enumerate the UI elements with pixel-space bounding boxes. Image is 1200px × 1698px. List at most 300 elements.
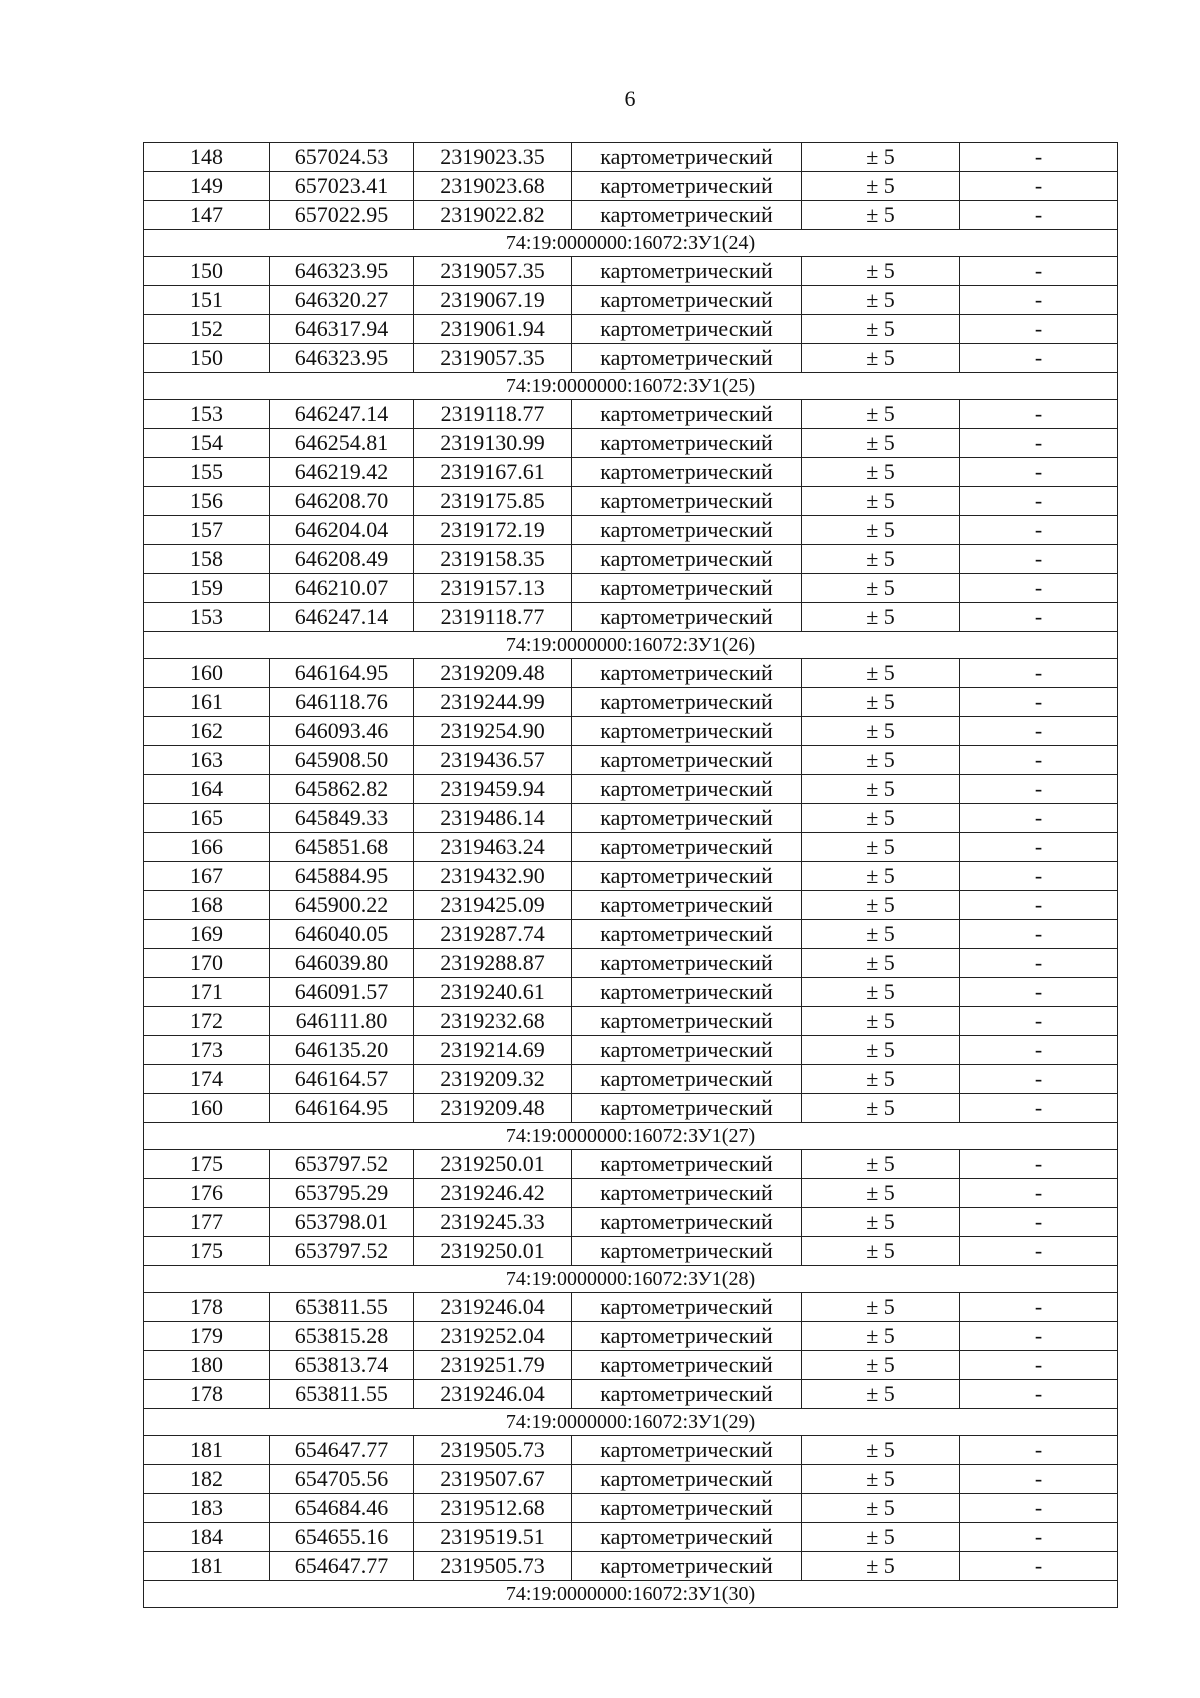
x-coordinate-cell: 646091.57	[270, 978, 414, 1007]
point-number-cell: 148	[144, 143, 270, 172]
section-title: 74:19:0000000:16072:ЗУ1(24)	[144, 230, 1118, 257]
y-coordinate-cell: 2319118.77	[414, 400, 572, 429]
accuracy-cell: ± 5	[802, 1523, 960, 1552]
description-cell: -	[960, 1150, 1118, 1179]
method-cell: картометрический	[572, 717, 802, 746]
description-cell: -	[960, 545, 1118, 574]
method-cell: картометрический	[572, 257, 802, 286]
accuracy-cell: ± 5	[802, 1494, 960, 1523]
x-coordinate-cell: 646323.95	[270, 257, 414, 286]
table-row	[144, 487, 1118, 516]
accuracy-cell: ± 5	[802, 201, 960, 230]
accuracy-cell: ± 5	[802, 862, 960, 891]
method-cell: картометрический	[572, 1293, 802, 1322]
x-coordinate-cell: 653813.74	[270, 1351, 414, 1380]
method-cell: картометрический	[572, 1465, 802, 1494]
description-cell: -	[960, 143, 1118, 172]
description-cell: -	[960, 172, 1118, 201]
table-row	[144, 949, 1118, 978]
x-coordinate-cell: 646208.49	[270, 545, 414, 574]
y-coordinate-cell: 2319519.51	[414, 1523, 572, 1552]
y-coordinate-cell: 2319240.61	[414, 978, 572, 1007]
method-cell: картометрический	[572, 429, 802, 458]
y-coordinate-cell: 2319505.73	[414, 1436, 572, 1465]
method-cell: картометрический	[572, 688, 802, 717]
x-coordinate-cell: 654647.77	[270, 1436, 414, 1465]
point-number-cell: 165	[144, 804, 270, 833]
x-coordinate-cell: 646093.46	[270, 717, 414, 746]
accuracy-cell: ± 5	[802, 1552, 960, 1581]
table-row	[144, 1237, 1118, 1266]
section-title: 74:19:0000000:16072:ЗУ1(29)	[144, 1409, 1118, 1436]
method-cell: картометрический	[572, 400, 802, 429]
point-number-cell: 159	[144, 574, 270, 603]
description-cell: -	[960, 688, 1118, 717]
point-number-cell: 157	[144, 516, 270, 545]
y-coordinate-cell: 2319250.01	[414, 1150, 572, 1179]
description-cell: -	[960, 1179, 1118, 1208]
y-coordinate-cell: 2319214.69	[414, 1036, 572, 1065]
method-cell: картометрический	[572, 286, 802, 315]
section-header-row	[144, 230, 1118, 257]
y-coordinate-cell: 2319512.68	[414, 1494, 572, 1523]
description-cell: -	[960, 891, 1118, 920]
point-number-cell: 150	[144, 344, 270, 373]
accuracy-cell: ± 5	[802, 1436, 960, 1465]
method-cell: картометрический	[572, 891, 802, 920]
point-number-cell: 160	[144, 1094, 270, 1123]
accuracy-cell: ± 5	[802, 1065, 960, 1094]
method-cell: картометрический	[572, 1237, 802, 1266]
y-coordinate-cell: 2319167.61	[414, 458, 572, 487]
accuracy-cell: ± 5	[802, 603, 960, 632]
y-coordinate-cell: 2319158.35	[414, 545, 572, 574]
table-row	[144, 400, 1118, 429]
x-coordinate-cell: 646204.04	[270, 516, 414, 545]
section-header-row	[144, 1123, 1118, 1150]
accuracy-cell: ± 5	[802, 574, 960, 603]
description-cell: -	[960, 1036, 1118, 1065]
table-row	[144, 1065, 1118, 1094]
table-row	[144, 920, 1118, 949]
section-header-row	[144, 1581, 1118, 1608]
description-cell: -	[960, 1380, 1118, 1409]
method-cell: картометрический	[572, 1179, 802, 1208]
table-row	[144, 688, 1118, 717]
table-row	[144, 574, 1118, 603]
section-title: 74:19:0000000:16072:ЗУ1(26)	[144, 632, 1118, 659]
method-cell: картометрический	[572, 1322, 802, 1351]
method-cell: картометрический	[572, 978, 802, 1007]
table-row	[144, 978, 1118, 1007]
point-number-cell: 160	[144, 659, 270, 688]
method-cell: картометрический	[572, 545, 802, 574]
description-cell: -	[960, 1351, 1118, 1380]
accuracy-cell: ± 5	[802, 516, 960, 545]
method-cell: картометрический	[572, 574, 802, 603]
accuracy-cell: ± 5	[802, 1150, 960, 1179]
point-number-cell: 152	[144, 315, 270, 344]
y-coordinate-cell: 2319118.77	[414, 603, 572, 632]
x-coordinate-cell: 654655.16	[270, 1523, 414, 1552]
y-coordinate-cell: 2319287.74	[414, 920, 572, 949]
point-number-cell: 153	[144, 400, 270, 429]
method-cell: картометрический	[572, 344, 802, 373]
table-row	[144, 1007, 1118, 1036]
method-cell: картометрический	[572, 603, 802, 632]
y-coordinate-cell: 2319254.90	[414, 717, 572, 746]
x-coordinate-cell: 646208.70	[270, 487, 414, 516]
accuracy-cell: ± 5	[802, 1237, 960, 1266]
point-number-cell: 151	[144, 286, 270, 315]
x-coordinate-cell: 653815.28	[270, 1322, 414, 1351]
description-cell: -	[960, 804, 1118, 833]
x-coordinate-cell: 653797.52	[270, 1237, 414, 1266]
table-row	[144, 891, 1118, 920]
x-coordinate-cell: 657022.95	[270, 201, 414, 230]
x-coordinate-cell: 646247.14	[270, 603, 414, 632]
accuracy-cell: ± 5	[802, 257, 960, 286]
x-coordinate-cell: 646219.42	[270, 458, 414, 487]
accuracy-cell: ± 5	[802, 1322, 960, 1351]
y-coordinate-cell: 2319022.82	[414, 201, 572, 230]
accuracy-cell: ± 5	[802, 804, 960, 833]
description-cell: -	[960, 458, 1118, 487]
method-cell: картометрический	[572, 949, 802, 978]
method-cell: картометрический	[572, 1436, 802, 1465]
point-number-cell: 176	[144, 1179, 270, 1208]
x-coordinate-cell: 654705.56	[270, 1465, 414, 1494]
table-row	[144, 1179, 1118, 1208]
point-number-cell: 163	[144, 746, 270, 775]
section-header-row	[144, 1409, 1118, 1436]
point-number-cell: 150	[144, 257, 270, 286]
accuracy-cell: ± 5	[802, 949, 960, 978]
table-row	[144, 1094, 1118, 1123]
accuracy-cell: ± 5	[802, 1465, 960, 1494]
accuracy-cell: ± 5	[802, 1351, 960, 1380]
point-number-cell: 179	[144, 1322, 270, 1351]
x-coordinate-cell: 653795.29	[270, 1179, 414, 1208]
table-row	[144, 1150, 1118, 1179]
method-cell: картометрический	[572, 804, 802, 833]
point-number-cell: 169	[144, 920, 270, 949]
point-number-cell: 147	[144, 201, 270, 230]
table-row	[144, 516, 1118, 545]
description-cell: -	[960, 1293, 1118, 1322]
accuracy-cell: ± 5	[802, 1208, 960, 1237]
point-number-cell: 161	[144, 688, 270, 717]
description-cell: -	[960, 746, 1118, 775]
y-coordinate-cell: 2319432.90	[414, 862, 572, 891]
x-coordinate-cell: 646111.80	[270, 1007, 414, 1036]
x-coordinate-cell: 645900.22	[270, 891, 414, 920]
table-row	[144, 717, 1118, 746]
page-number: 6	[624, 86, 636, 111]
point-number-cell: 158	[144, 545, 270, 574]
x-coordinate-cell: 646210.07	[270, 574, 414, 603]
method-cell: картометрический	[572, 201, 802, 230]
description-cell: -	[960, 286, 1118, 315]
method-cell: картометрический	[572, 516, 802, 545]
method-cell: картометрический	[572, 1094, 802, 1123]
y-coordinate-cell: 2319246.42	[414, 1179, 572, 1208]
table-row	[144, 172, 1118, 201]
point-number-cell: 166	[144, 833, 270, 862]
accuracy-cell: ± 5	[802, 688, 960, 717]
point-number-cell: 155	[144, 458, 270, 487]
description-cell: -	[960, 1465, 1118, 1494]
point-number-cell: 172	[144, 1007, 270, 1036]
table-row	[144, 1552, 1118, 1581]
description-cell: -	[960, 1523, 1118, 1552]
section-header-row	[144, 632, 1118, 659]
description-cell: -	[960, 400, 1118, 429]
method-cell: картометрический	[572, 1380, 802, 1409]
method-cell: картометрический	[572, 1494, 802, 1523]
x-coordinate-cell: 646254.81	[270, 429, 414, 458]
description-cell: -	[960, 516, 1118, 545]
description-cell: -	[960, 833, 1118, 862]
y-coordinate-cell: 2319057.35	[414, 344, 572, 373]
table-row	[144, 545, 1118, 574]
description-cell: -	[960, 429, 1118, 458]
y-coordinate-cell: 2319175.85	[414, 487, 572, 516]
description-cell: -	[960, 1552, 1118, 1581]
description-cell: -	[960, 315, 1118, 344]
section-header-row	[144, 1266, 1118, 1293]
accuracy-cell: ± 5	[802, 978, 960, 1007]
y-coordinate-cell: 2319209.32	[414, 1065, 572, 1094]
y-coordinate-cell: 2319209.48	[414, 659, 572, 688]
x-coordinate-cell: 645862.82	[270, 775, 414, 804]
accuracy-cell: ± 5	[802, 487, 960, 516]
table-row	[144, 1351, 1118, 1380]
x-coordinate-cell: 646135.20	[270, 1036, 414, 1065]
description-cell: -	[960, 1208, 1118, 1237]
accuracy-cell: ± 5	[802, 891, 960, 920]
x-coordinate-cell: 657023.41	[270, 172, 414, 201]
point-number-cell: 177	[144, 1208, 270, 1237]
table-row	[144, 833, 1118, 862]
method-cell: картометрический	[572, 487, 802, 516]
accuracy-cell: ± 5	[802, 344, 960, 373]
y-coordinate-cell: 2319507.67	[414, 1465, 572, 1494]
x-coordinate-cell: 657024.53	[270, 143, 414, 172]
method-cell: картометрический	[572, 1036, 802, 1065]
accuracy-cell: ± 5	[802, 429, 960, 458]
table-row	[144, 1293, 1118, 1322]
table-row	[144, 1322, 1118, 1351]
y-coordinate-cell: 2319023.35	[414, 143, 572, 172]
method-cell: картометрический	[572, 315, 802, 344]
x-coordinate-cell: 653811.55	[270, 1293, 414, 1322]
description-cell: -	[960, 862, 1118, 891]
table-row	[144, 201, 1118, 230]
accuracy-cell: ± 5	[802, 315, 960, 344]
description-cell: -	[960, 949, 1118, 978]
table-row	[144, 143, 1118, 172]
section-title: 74:19:0000000:16072:ЗУ1(28)	[144, 1266, 1118, 1293]
description-cell: -	[960, 1065, 1118, 1094]
y-coordinate-cell: 2319232.68	[414, 1007, 572, 1036]
y-coordinate-cell: 2319252.04	[414, 1322, 572, 1351]
point-number-cell: 168	[144, 891, 270, 920]
y-coordinate-cell: 2319463.24	[414, 833, 572, 862]
table-row	[144, 1523, 1118, 1552]
y-coordinate-cell: 2319250.01	[414, 1237, 572, 1266]
point-number-cell: 164	[144, 775, 270, 804]
description-cell: -	[960, 574, 1118, 603]
point-number-cell: 174	[144, 1065, 270, 1094]
x-coordinate-cell: 646247.14	[270, 400, 414, 429]
y-coordinate-cell: 2319288.87	[414, 949, 572, 978]
method-cell: картометрический	[572, 1552, 802, 1581]
accuracy-cell: ± 5	[802, 1179, 960, 1208]
method-cell: картометрический	[572, 1208, 802, 1237]
description-cell: -	[960, 1494, 1118, 1523]
point-number-cell: 171	[144, 978, 270, 1007]
description-cell: -	[960, 344, 1118, 373]
description-cell: -	[960, 1094, 1118, 1123]
x-coordinate-cell: 645849.33	[270, 804, 414, 833]
accuracy-cell: ± 5	[802, 458, 960, 487]
y-coordinate-cell: 2319172.19	[414, 516, 572, 545]
description-cell: -	[960, 717, 1118, 746]
description-cell: -	[960, 1007, 1118, 1036]
table-row	[144, 1494, 1118, 1523]
x-coordinate-cell: 654647.77	[270, 1552, 414, 1581]
x-coordinate-cell: 645851.68	[270, 833, 414, 862]
point-number-cell: 178	[144, 1293, 270, 1322]
point-number-cell: 178	[144, 1380, 270, 1409]
accuracy-cell: ± 5	[802, 1380, 960, 1409]
accuracy-cell: ± 5	[802, 659, 960, 688]
x-coordinate-cell: 646118.76	[270, 688, 414, 717]
y-coordinate-cell: 2319245.33	[414, 1208, 572, 1237]
method-cell: картометрический	[572, 862, 802, 891]
accuracy-cell: ± 5	[802, 400, 960, 429]
y-coordinate-cell: 2319425.09	[414, 891, 572, 920]
point-number-cell: 182	[144, 1465, 270, 1494]
method-cell: картометрический	[572, 143, 802, 172]
y-coordinate-cell: 2319505.73	[414, 1552, 572, 1581]
y-coordinate-cell: 2319246.04	[414, 1293, 572, 1322]
point-number-cell: 149	[144, 172, 270, 201]
coordinates-table-body	[144, 143, 1118, 1608]
x-coordinate-cell: 646039.80	[270, 949, 414, 978]
y-coordinate-cell: 2319436.57	[414, 746, 572, 775]
point-number-cell: 170	[144, 949, 270, 978]
table-row	[144, 603, 1118, 632]
point-number-cell: 153	[144, 603, 270, 632]
y-coordinate-cell: 2319061.94	[414, 315, 572, 344]
accuracy-cell: ± 5	[802, 172, 960, 201]
method-cell: картометрический	[572, 1065, 802, 1094]
y-coordinate-cell: 2319246.04	[414, 1380, 572, 1409]
table-row	[144, 315, 1118, 344]
table-row	[144, 286, 1118, 315]
table-row	[144, 1436, 1118, 1465]
accuracy-cell: ± 5	[802, 1094, 960, 1123]
method-cell: картометрический	[572, 659, 802, 688]
accuracy-cell: ± 5	[802, 833, 960, 862]
method-cell: картометрический	[572, 1150, 802, 1179]
y-coordinate-cell: 2319459.94	[414, 775, 572, 804]
description-cell: -	[960, 201, 1118, 230]
point-number-cell: 183	[144, 1494, 270, 1523]
point-number-cell: 184	[144, 1523, 270, 1552]
x-coordinate-cell: 645908.50	[270, 746, 414, 775]
method-cell: картометрический	[572, 775, 802, 804]
accuracy-cell: ± 5	[802, 545, 960, 574]
y-coordinate-cell: 2319157.13	[414, 574, 572, 603]
point-number-cell: 173	[144, 1036, 270, 1065]
table-row	[144, 1380, 1118, 1409]
table-row	[144, 659, 1118, 688]
table-row	[144, 1036, 1118, 1065]
method-cell: картометрический	[572, 172, 802, 201]
point-number-cell: 181	[144, 1436, 270, 1465]
table-row	[144, 429, 1118, 458]
method-cell: картометрический	[572, 1523, 802, 1552]
description-cell: -	[960, 257, 1118, 286]
description-cell: -	[960, 1237, 1118, 1266]
method-cell: картометрический	[572, 746, 802, 775]
point-number-cell: 175	[144, 1237, 270, 1266]
accuracy-cell: ± 5	[802, 717, 960, 746]
accuracy-cell: ± 5	[802, 1293, 960, 1322]
description-cell: -	[960, 603, 1118, 632]
table-row	[144, 458, 1118, 487]
accuracy-cell: ± 5	[802, 746, 960, 775]
x-coordinate-cell: 645884.95	[270, 862, 414, 891]
description-cell: -	[960, 1436, 1118, 1465]
x-coordinate-cell: 653811.55	[270, 1380, 414, 1409]
y-coordinate-cell: 2319067.19	[414, 286, 572, 315]
x-coordinate-cell: 653797.52	[270, 1150, 414, 1179]
table-row	[144, 1208, 1118, 1237]
method-cell: картометрический	[572, 1351, 802, 1380]
section-title: 74:19:0000000:16072:ЗУ1(25)	[144, 373, 1118, 400]
x-coordinate-cell: 646164.95	[270, 1094, 414, 1123]
method-cell: картометрический	[572, 833, 802, 862]
y-coordinate-cell: 2319057.35	[414, 257, 572, 286]
x-coordinate-cell: 654684.46	[270, 1494, 414, 1523]
x-coordinate-cell: 646040.05	[270, 920, 414, 949]
table-row	[144, 257, 1118, 286]
description-cell: -	[960, 775, 1118, 804]
accuracy-cell: ± 5	[802, 775, 960, 804]
description-cell: -	[960, 978, 1118, 1007]
point-number-cell: 154	[144, 429, 270, 458]
accuracy-cell: ± 5	[802, 143, 960, 172]
y-coordinate-cell: 2319486.14	[414, 804, 572, 833]
accuracy-cell: ± 5	[802, 920, 960, 949]
point-number-cell: 156	[144, 487, 270, 516]
section-title: 74:19:0000000:16072:ЗУ1(30)	[144, 1581, 1118, 1608]
x-coordinate-cell: 646164.57	[270, 1065, 414, 1094]
table-row	[144, 746, 1118, 775]
y-coordinate-cell: 2319251.79	[414, 1351, 572, 1380]
point-number-cell: 180	[144, 1351, 270, 1380]
accuracy-cell: ± 5	[802, 1007, 960, 1036]
table-row	[144, 344, 1118, 373]
point-number-cell: 167	[144, 862, 270, 891]
coordinates-table	[143, 142, 1118, 1608]
table-row	[144, 775, 1118, 804]
section-title: 74:19:0000000:16072:ЗУ1(27)	[144, 1123, 1118, 1150]
